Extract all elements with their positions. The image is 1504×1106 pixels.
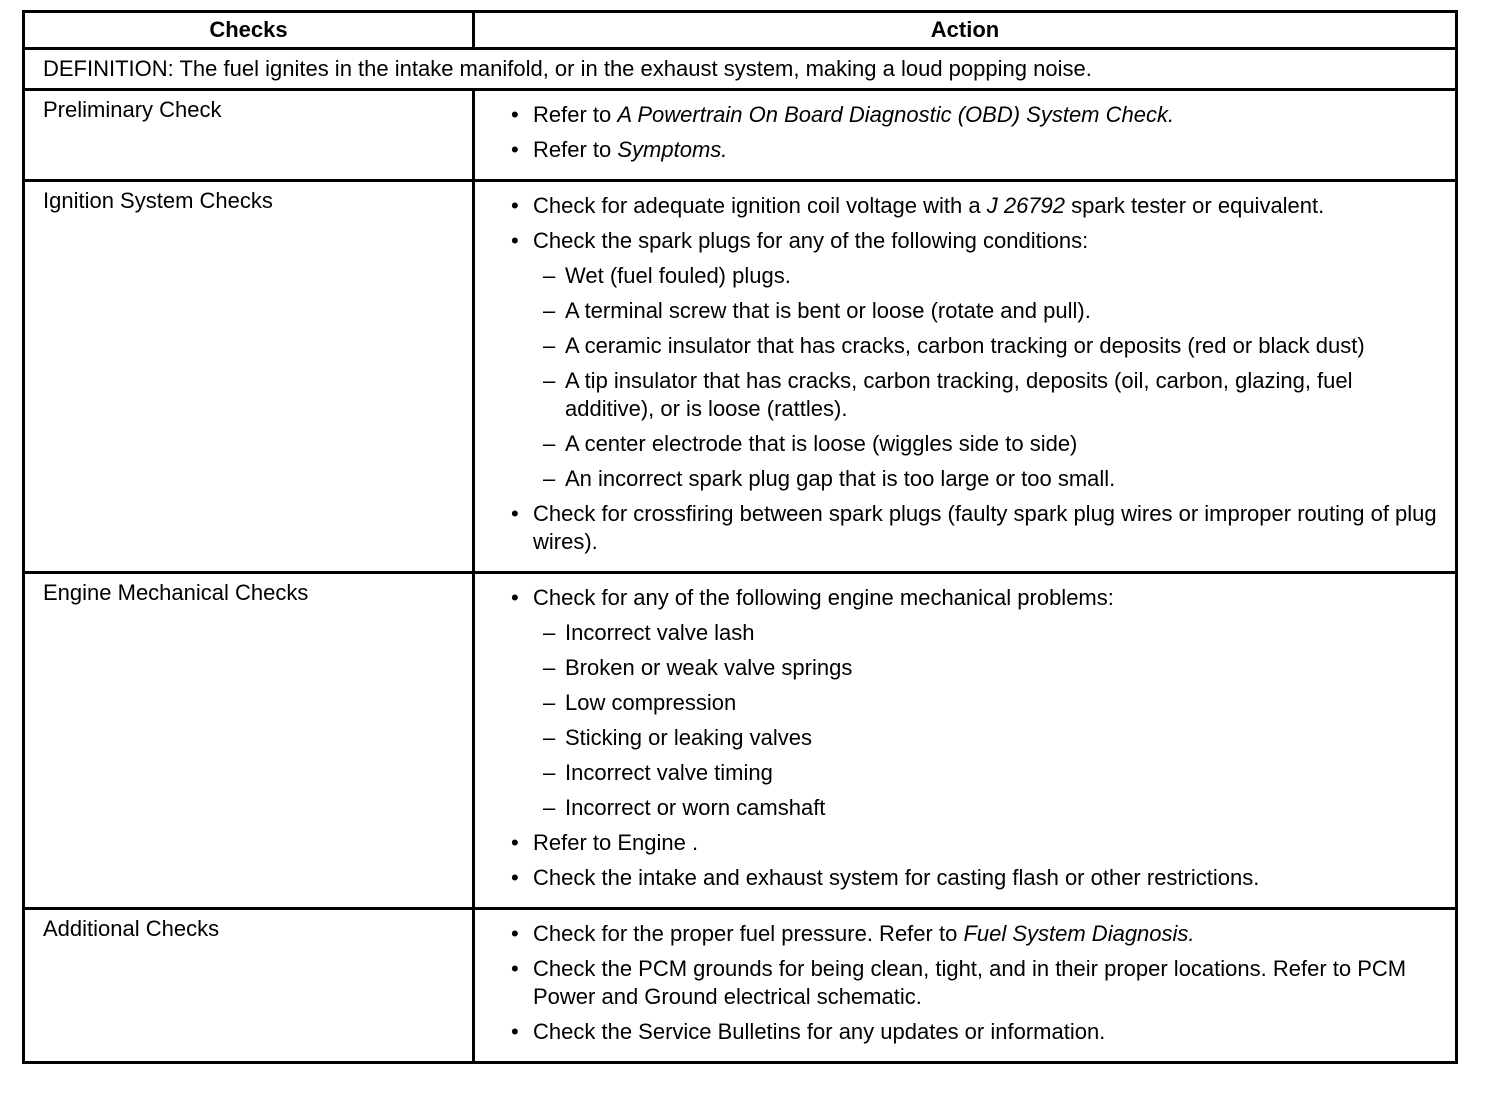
check-name: Engine Mechanical Checks <box>25 574 475 907</box>
header-checks: Checks <box>25 13 475 47</box>
sub-item <box>511 689 1437 717</box>
item-text: Low compression <box>565 690 737 715</box>
item-text: Incorrect valve timing <box>565 760 773 785</box>
sub-item <box>511 759 1437 787</box>
check-name: Preliminary Check <box>25 91 475 179</box>
dash-marker: – <box>543 620 556 645</box>
action-list <box>511 920 1437 1046</box>
table-row-additional <box>25 910 1455 1061</box>
check-name: Ignition System Checks <box>25 182 475 571</box>
diagnostic-table <box>22 10 1458 1064</box>
item-text: Check for crossfiring between spark plugs (faulty spark plug wires or improper routing of plug wires). <box>533 501 1437 554</box>
bullet-item <box>511 1018 1437 1046</box>
action-cell <box>475 182 1455 571</box>
bullet-item <box>511 136 1437 164</box>
sub-item <box>511 724 1437 752</box>
item-text: Broken or weak valve springs <box>565 655 853 680</box>
sub-item <box>511 262 1437 290</box>
item-text: Check the PCM grounds for being clean, tight, and in their proper locations. Refer to PCM Power and Ground electrical schematic. <box>533 956 1407 1009</box>
bullet-item <box>511 829 1437 857</box>
dash-marker: – <box>543 333 556 358</box>
dash-marker: – <box>543 760 556 785</box>
sub-item <box>511 332 1437 360</box>
item-text: Check for any of the following engine mechanical problems: <box>533 585 1114 610</box>
sub-item <box>511 430 1437 458</box>
item-text: Check for adequate ignition coil voltage with a <box>533 193 987 218</box>
bullet-item <box>511 500 1437 556</box>
action-cell <box>475 910 1455 1061</box>
item-text: Check for the proper fuel pressure. Refer to <box>533 921 964 946</box>
item-text: A terminal screw that is bent or loose (rotate and pull). <box>565 298 1091 323</box>
dash-marker: – <box>543 466 556 491</box>
item-text: Incorrect or worn camshaft <box>565 795 826 820</box>
bullet-item <box>511 864 1437 892</box>
item-reference: J 26792 <box>986 193 1066 218</box>
dash-marker: – <box>543 298 556 323</box>
item-text: Sticking or leaking valves <box>565 725 813 750</box>
sub-item <box>511 654 1437 682</box>
bullet-item <box>511 955 1437 1011</box>
dash-marker: – <box>543 690 556 715</box>
item-reference: Symptoms. <box>617 137 728 162</box>
bullet-item <box>511 192 1437 220</box>
action-cell <box>475 574 1455 907</box>
item-text: Refer to <box>533 137 618 162</box>
check-name: Additional Checks <box>25 910 475 1061</box>
table-row-engine-mechanical <box>25 574 1455 910</box>
item-text-cont: spark tester or equivalent. <box>1065 193 1325 218</box>
definition-row <box>25 50 1455 91</box>
item-text: A tip insulator that has cracks, carbon tracking, deposits (oil, carbon, glazing, fuel additive), or is loose (rattles). <box>565 368 1353 421</box>
item-text: Refer to <box>533 102 618 127</box>
dash-marker: – <box>543 263 556 288</box>
dash-marker: – <box>543 795 556 820</box>
item-reference: A Powertrain On Board Diagnostic (OBD) System Check. <box>617 102 1175 127</box>
table-row-preliminary <box>25 91 1455 182</box>
action-list <box>511 192 1437 556</box>
bullet-item <box>511 227 1437 255</box>
table-header-row <box>25 13 1455 50</box>
bullet-item <box>511 920 1437 948</box>
bullet-item <box>511 101 1437 129</box>
item-text: An incorrect spark plug gap that is too large or too small. <box>565 466 1116 491</box>
item-text: Wet (fuel fouled) plugs. <box>565 263 791 288</box>
sub-item <box>511 367 1437 423</box>
item-text: Check the spark plugs for any of the following conditions: <box>533 228 1089 253</box>
action-list <box>511 584 1437 892</box>
item-text: Check the Service Bulletins for any updates or information. <box>533 1019 1106 1044</box>
item-reference: Fuel System Diagnosis. <box>963 921 1195 946</box>
item-text: A center electrode that is loose (wiggles side to side) <box>565 431 1078 456</box>
dash-marker: – <box>543 368 556 393</box>
dash-marker: – <box>543 725 556 750</box>
header-action: Action <box>930 17 1000 42</box>
sub-item <box>511 297 1437 325</box>
item-text: Refer to Engine . <box>533 830 699 855</box>
item-text: Incorrect valve lash <box>565 620 755 645</box>
sub-item <box>511 619 1437 647</box>
sub-item <box>511 794 1437 822</box>
action-list <box>511 101 1437 164</box>
definition-text: DEFINITION: The fuel ignites in the intake manifold, or in the exhaust system, making a loud popping noise. <box>43 56 1092 81</box>
bullet-item <box>511 584 1437 612</box>
item-text: Check the intake and exhaust system for casting flash or other restrictions. <box>533 865 1260 890</box>
dash-marker: – <box>543 655 556 680</box>
table-row-ignition <box>25 182 1455 574</box>
item-text: A ceramic insulator that has cracks, carbon tracking or deposits (red or black dust) <box>565 333 1365 358</box>
sub-item <box>511 465 1437 493</box>
action-cell <box>475 91 1455 179</box>
dash-marker: – <box>543 431 556 456</box>
